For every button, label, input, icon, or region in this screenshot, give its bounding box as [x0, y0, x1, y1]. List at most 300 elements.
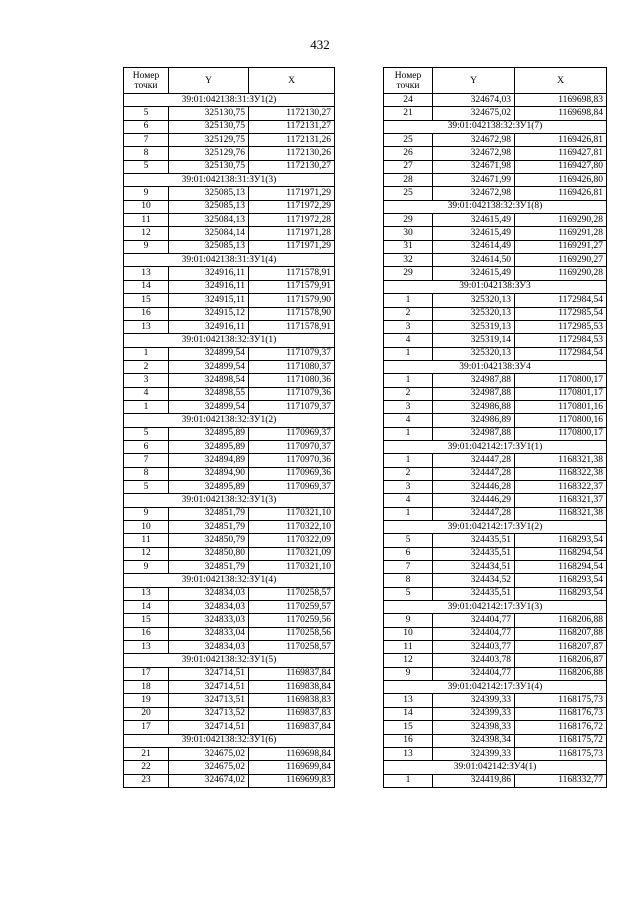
y-coordinate-cell: 324987,88	[433, 427, 515, 440]
x-coordinate-cell: 1168294,54	[515, 547, 607, 560]
x-coordinate-cell: 1168293,54	[515, 587, 607, 600]
parcel-number: 39:01:042138:32:ЗУ1(1)	[124, 334, 335, 347]
x-coordinate-cell: 1169290,28	[515, 267, 607, 280]
table-row	[124, 240, 335, 253]
point-number-cell: 7	[384, 561, 433, 574]
parcel-number: 39:01:042138:32:ЗУ1(8)	[384, 200, 607, 213]
table-row	[124, 467, 335, 480]
table-row	[384, 254, 607, 267]
table-row	[124, 320, 335, 333]
parcel-group-row	[124, 94, 335, 107]
y-coordinate-cell: 324899,54	[169, 347, 249, 360]
y-coordinate-cell: 324834,03	[169, 641, 249, 654]
table-row	[124, 454, 335, 467]
table-row	[384, 374, 607, 387]
y-coordinate-cell: 324850,80	[169, 547, 249, 560]
page-number: 432	[310, 37, 330, 52]
point-number-cell: 14	[124, 601, 169, 614]
table-row	[384, 654, 607, 667]
point-number-cell: 8	[124, 147, 169, 160]
x-coordinate-cell: 1168206,87	[515, 654, 607, 667]
x-coordinate-cell: 1172131,27	[249, 120, 335, 133]
table-row	[124, 601, 335, 614]
point-number-cell: 12	[384, 654, 433, 667]
point-number-cell: 7	[124, 134, 169, 147]
y-coordinate-cell: 324447,28	[433, 467, 515, 480]
x-coordinate-cell: 1170322,10	[249, 521, 335, 534]
table-row	[124, 147, 335, 160]
x-coordinate-cell: 1169426,80	[515, 174, 607, 187]
x-coordinate-cell: 1172985,54	[515, 307, 607, 320]
point-number-cell: 1	[384, 347, 433, 360]
table-row	[124, 214, 335, 227]
y-coordinate-cell: 325319,13	[433, 320, 515, 333]
table-row	[124, 427, 335, 440]
x-coordinate-cell: 1168175,72	[515, 734, 607, 747]
y-coordinate-cell: 325320,13	[433, 294, 515, 307]
y-coordinate-cell: 324714,51	[169, 681, 249, 694]
point-number-cell: 24	[384, 94, 433, 107]
point-number-cell: 8	[384, 574, 433, 587]
x-coordinate-cell: 1168332,77	[515, 774, 607, 787]
table-row	[384, 174, 607, 187]
point-number-cell: 4	[384, 334, 433, 347]
y-coordinate-cell: 324672,98	[433, 187, 515, 200]
point-number-cell: 3	[384, 400, 433, 413]
table-row	[384, 627, 607, 640]
parcel-number: 39:01:042142:17:ЗУ1(4)	[384, 681, 607, 694]
parcel-group-row	[124, 414, 335, 427]
header-point-number: Номер точки	[384, 68, 433, 94]
point-number-cell: 13	[124, 641, 169, 654]
y-coordinate-cell: 324986,89	[433, 414, 515, 427]
y-coordinate-cell: 324986,88	[433, 400, 515, 413]
point-number-cell: 7	[124, 454, 169, 467]
table-row	[124, 721, 335, 734]
parcel-group-row	[384, 521, 607, 534]
x-coordinate-cell: 1169838,83	[249, 694, 335, 707]
x-coordinate-cell: 1170801,16	[515, 400, 607, 413]
y-coordinate-cell: 324899,54	[169, 400, 249, 413]
table-row	[124, 480, 335, 493]
table-row	[124, 707, 335, 720]
x-coordinate-cell: 1171971,28	[249, 227, 335, 240]
y-coordinate-cell: 324714,51	[169, 721, 249, 734]
table-row	[124, 307, 335, 320]
x-coordinate-cell: 1171579,90	[249, 294, 335, 307]
table-row	[124, 627, 335, 640]
y-coordinate-cell: 324850,79	[169, 534, 249, 547]
x-coordinate-cell: 1169698,84	[515, 107, 607, 120]
y-coordinate-cell: 324851,79	[169, 521, 249, 534]
point-number-cell: 5	[124, 107, 169, 120]
parcel-number: 39:01:042142:17:ЗУ1(2)	[384, 521, 607, 534]
table-row	[124, 547, 335, 560]
table-row	[384, 414, 607, 427]
table-row	[384, 614, 607, 627]
table-row	[124, 507, 335, 520]
table-row	[384, 507, 607, 520]
y-coordinate-cell: 324435,51	[433, 587, 515, 600]
table-row	[124, 521, 335, 534]
table-row	[384, 734, 607, 747]
x-coordinate-cell: 1168206,88	[515, 667, 607, 680]
y-coordinate-cell: 324419,86	[433, 774, 515, 787]
table-row	[124, 400, 335, 413]
point-number-cell: 31	[384, 240, 433, 253]
table-row	[124, 534, 335, 547]
y-coordinate-cell: 324894,90	[169, 467, 249, 480]
table-row	[124, 681, 335, 694]
point-number-cell: 16	[124, 627, 169, 640]
table-row	[384, 707, 607, 720]
y-coordinate-cell: 324398,33	[433, 721, 515, 734]
y-coordinate-cell: 324713,52	[169, 707, 249, 720]
point-number-cell: 3	[384, 480, 433, 493]
point-number-cell: 12	[124, 227, 169, 240]
y-coordinate-cell: 324404,77	[433, 627, 515, 640]
x-coordinate-cell: 1172130,27	[249, 107, 335, 120]
point-number-cell: 4	[124, 387, 169, 400]
y-coordinate-cell: 324614,49	[433, 240, 515, 253]
y-coordinate-cell: 325129,76	[169, 147, 249, 160]
point-number-cell: 9	[384, 614, 433, 627]
point-number-cell: 1	[384, 427, 433, 440]
y-coordinate-cell: 324898,55	[169, 387, 249, 400]
parcel-group-row	[124, 494, 335, 507]
y-coordinate-cell: 324435,51	[433, 534, 515, 547]
x-coordinate-cell: 1169291,27	[515, 240, 607, 253]
table-row	[384, 160, 607, 173]
y-coordinate-cell: 324899,54	[169, 360, 249, 373]
x-coordinate-cell: 1170800,17	[515, 427, 607, 440]
y-coordinate-cell: 324404,77	[433, 667, 515, 680]
point-number-cell: 3	[124, 374, 169, 387]
point-number-cell: 20	[124, 707, 169, 720]
y-coordinate-cell: 325130,75	[169, 120, 249, 133]
point-number-cell: 9	[384, 667, 433, 680]
point-number-cell: 9	[124, 507, 169, 520]
x-coordinate-cell: 1168293,54	[515, 534, 607, 547]
point-number-cell: 29	[384, 267, 433, 280]
table-row	[384, 480, 607, 493]
x-coordinate-cell: 1168206,88	[515, 614, 607, 627]
parcel-group-row	[384, 761, 607, 774]
x-coordinate-cell: 1171972,29	[249, 200, 335, 213]
x-coordinate-cell: 1171972,28	[249, 214, 335, 227]
point-number-cell: 1	[384, 454, 433, 467]
table-row	[384, 347, 607, 360]
table-header-row	[384, 68, 607, 94]
point-number-cell: 13	[384, 747, 433, 760]
table-row	[384, 641, 607, 654]
table-header-row	[124, 68, 335, 94]
point-number-cell: 13	[124, 587, 169, 600]
x-coordinate-cell: 1168293,54	[515, 574, 607, 587]
point-number-cell: 29	[384, 214, 433, 227]
table-row	[384, 294, 607, 307]
x-coordinate-cell: 1169426,81	[515, 187, 607, 200]
table-row	[384, 320, 607, 333]
point-number-cell: 14	[384, 707, 433, 720]
x-coordinate-cell: 1172130,27	[249, 160, 335, 173]
y-coordinate-cell: 324987,88	[433, 374, 515, 387]
x-coordinate-cell: 1168294,54	[515, 561, 607, 574]
point-number-cell: 30	[384, 227, 433, 240]
x-coordinate-cell: 1168207,87	[515, 641, 607, 654]
y-coordinate-cell: 324675,02	[169, 747, 249, 760]
y-coordinate-cell: 324916,11	[169, 280, 249, 293]
coordinates-table-left	[123, 67, 335, 788]
parcel-group-row	[384, 120, 607, 133]
table-row	[124, 614, 335, 627]
x-coordinate-cell: 1168176,73	[515, 707, 607, 720]
parcel-group-row	[384, 360, 607, 373]
x-coordinate-cell: 1169427,80	[515, 160, 607, 173]
y-coordinate-cell: 324895,89	[169, 440, 249, 453]
y-coordinate-cell: 324403,78	[433, 654, 515, 667]
point-number-cell: 11	[124, 214, 169, 227]
header-point-number: Номер точки	[124, 68, 169, 94]
table-row	[384, 667, 607, 680]
x-coordinate-cell: 1171080,36	[249, 374, 335, 387]
y-coordinate-cell: 324833,04	[169, 627, 249, 640]
y-coordinate-cell: 324672,98	[433, 134, 515, 147]
point-number-cell: 26	[384, 147, 433, 160]
header-y: Y	[169, 68, 249, 94]
y-coordinate-cell: 324446,28	[433, 480, 515, 493]
table-row	[384, 774, 607, 787]
y-coordinate-cell: 325084,13	[169, 214, 249, 227]
point-number-cell: 15	[124, 294, 169, 307]
parcel-number: 39:01:042138:32:ЗУ1(2)	[124, 414, 335, 427]
table-row	[384, 147, 607, 160]
point-number-cell: 27	[384, 160, 433, 173]
parcel-group-row	[124, 334, 335, 347]
x-coordinate-cell: 1170969,36	[249, 467, 335, 480]
x-coordinate-cell: 1171079,37	[249, 400, 335, 413]
x-coordinate-cell: 1168207,88	[515, 627, 607, 640]
table-row	[384, 467, 607, 480]
table-row	[384, 694, 607, 707]
point-number-cell: 16	[124, 307, 169, 320]
x-coordinate-cell: 1172130,26	[249, 147, 335, 160]
x-coordinate-cell: 1168322,38	[515, 467, 607, 480]
table-body-right	[384, 94, 607, 788]
parcel-group-row	[384, 200, 607, 213]
x-coordinate-cell: 1169698,84	[249, 747, 335, 760]
parcel-group-row	[124, 654, 335, 667]
point-number-cell: 3	[384, 320, 433, 333]
y-coordinate-cell: 324671,99	[433, 174, 515, 187]
y-coordinate-cell: 324672,98	[433, 147, 515, 160]
y-coordinate-cell: 324894,89	[169, 454, 249, 467]
x-coordinate-cell: 1170258,57	[249, 587, 335, 600]
parcel-group-row	[124, 734, 335, 747]
y-coordinate-cell: 324615,49	[433, 227, 515, 240]
y-coordinate-cell: 324398,34	[433, 734, 515, 747]
x-coordinate-cell: 1168321,37	[515, 494, 607, 507]
y-coordinate-cell: 324916,11	[169, 320, 249, 333]
point-number-cell: 10	[384, 627, 433, 640]
x-coordinate-cell: 1168175,73	[515, 747, 607, 760]
table-row	[124, 160, 335, 173]
x-coordinate-cell: 1170800,17	[515, 374, 607, 387]
parcel-number: 39:01:042138:31:ЗУ1(2)	[124, 94, 335, 107]
y-coordinate-cell: 324851,79	[169, 507, 249, 520]
x-coordinate-cell: 1171578,91	[249, 320, 335, 333]
y-coordinate-cell: 324614,50	[433, 254, 515, 267]
point-number-cell: 17	[124, 667, 169, 680]
point-number-cell: 25	[384, 134, 433, 147]
x-coordinate-cell: 1170322,09	[249, 534, 335, 547]
point-number-cell: 17	[124, 721, 169, 734]
x-coordinate-cell: 1170321,10	[249, 561, 335, 574]
x-coordinate-cell: 1170970,36	[249, 454, 335, 467]
point-number-cell: 2	[124, 360, 169, 373]
table-row	[384, 747, 607, 760]
y-coordinate-cell: 324434,51	[433, 561, 515, 574]
point-number-cell: 1	[124, 347, 169, 360]
y-coordinate-cell: 324674,02	[169, 774, 249, 787]
table-row	[124, 694, 335, 707]
parcel-group-row	[384, 601, 607, 614]
table-row	[124, 587, 335, 600]
x-coordinate-cell: 1169837,83	[249, 707, 335, 720]
y-coordinate-cell: 324615,49	[433, 267, 515, 280]
x-coordinate-cell: 1171079,36	[249, 387, 335, 400]
x-coordinate-cell: 1169699,83	[249, 774, 335, 787]
y-coordinate-cell: 324399,33	[433, 747, 515, 760]
table-row	[384, 187, 607, 200]
x-coordinate-cell: 1169838,84	[249, 681, 335, 694]
table-row	[384, 334, 607, 347]
point-number-cell: 23	[124, 774, 169, 787]
x-coordinate-cell: 1168321,38	[515, 507, 607, 520]
x-coordinate-cell: 1170258,57	[249, 641, 335, 654]
parcel-number: 39:01:042138:31:ЗУ1(4)	[124, 254, 335, 267]
parcel-number: 39:01:042142:17:ЗУ1(1)	[384, 440, 607, 453]
x-coordinate-cell: 1172984,54	[515, 294, 607, 307]
x-coordinate-cell: 1170969,37	[249, 427, 335, 440]
point-number-cell: 21	[384, 107, 433, 120]
y-coordinate-cell: 324399,33	[433, 694, 515, 707]
point-number-cell: 22	[124, 761, 169, 774]
parcel-group-row	[124, 254, 335, 267]
x-coordinate-cell: 1172131,26	[249, 134, 335, 147]
y-coordinate-cell: 324834,03	[169, 601, 249, 614]
y-coordinate-cell: 324403,77	[433, 641, 515, 654]
point-number-cell: 15	[384, 721, 433, 734]
y-coordinate-cell: 324615,49	[433, 214, 515, 227]
y-coordinate-cell: 325319,14	[433, 334, 515, 347]
y-coordinate-cell: 324675,02	[169, 761, 249, 774]
y-coordinate-cell: 324435,51	[433, 547, 515, 560]
x-coordinate-cell: 1170801,17	[515, 387, 607, 400]
parcel-number: 39:01:042138:ЗУ3	[384, 280, 607, 293]
table-row	[124, 374, 335, 387]
table-row	[124, 360, 335, 373]
x-coordinate-cell: 1168176,72	[515, 721, 607, 734]
y-coordinate-cell: 324898,54	[169, 374, 249, 387]
table-row	[384, 267, 607, 280]
point-number-cell: 6	[384, 547, 433, 560]
table-row	[124, 761, 335, 774]
table-row	[124, 200, 335, 213]
x-coordinate-cell: 1171578,90	[249, 307, 335, 320]
x-coordinate-cell: 1170970,37	[249, 440, 335, 453]
x-coordinate-cell: 1171971,29	[249, 240, 335, 253]
x-coordinate-cell: 1171080,37	[249, 360, 335, 373]
point-number-cell: 12	[124, 547, 169, 560]
parcel-group-row	[124, 174, 335, 187]
parcel-number: 39:01:042142:17:ЗУ1(3)	[384, 601, 607, 614]
point-number-cell: 15	[124, 614, 169, 627]
point-number-cell: 2	[384, 307, 433, 320]
point-number-cell: 19	[124, 694, 169, 707]
parcel-number: 39:01:042138:32:ЗУ1(5)	[124, 654, 335, 667]
y-coordinate-cell: 324675,02	[433, 107, 515, 120]
point-number-cell: 28	[384, 174, 433, 187]
coordinates-table-right	[383, 67, 607, 788]
point-number-cell: 14	[124, 280, 169, 293]
x-coordinate-cell: 1171079,37	[249, 347, 335, 360]
y-coordinate-cell: 324714,51	[169, 667, 249, 680]
table-row	[124, 347, 335, 360]
table-row	[384, 574, 607, 587]
point-number-cell: 4	[384, 414, 433, 427]
x-coordinate-cell: 1169290,28	[515, 214, 607, 227]
x-coordinate-cell: 1170321,10	[249, 507, 335, 520]
y-coordinate-cell: 324447,28	[433, 454, 515, 467]
point-number-cell: 4	[384, 494, 433, 507]
table-row	[384, 94, 607, 107]
y-coordinate-cell: 325129,75	[169, 134, 249, 147]
y-coordinate-cell: 325320,13	[433, 347, 515, 360]
x-coordinate-cell: 1171578,91	[249, 267, 335, 280]
y-coordinate-cell: 324895,89	[169, 480, 249, 493]
point-number-cell: 10	[124, 521, 169, 534]
point-number-cell: 5	[384, 587, 433, 600]
y-coordinate-cell: 324915,11	[169, 294, 249, 307]
x-coordinate-cell: 1170800,16	[515, 414, 607, 427]
parcel-number: 39:01:042138:32:ЗУ1(7)	[384, 120, 607, 133]
y-coordinate-cell: 325085,13	[169, 240, 249, 253]
point-number-cell: 6	[124, 120, 169, 133]
parcel-group-row	[384, 440, 607, 453]
table-row	[384, 561, 607, 574]
x-coordinate-cell: 1170258,56	[249, 627, 335, 640]
y-coordinate-cell: 324447,28	[433, 507, 515, 520]
x-coordinate-cell: 1169837,84	[249, 667, 335, 680]
point-number-cell: 6	[124, 440, 169, 453]
y-coordinate-cell: 324895,89	[169, 427, 249, 440]
x-coordinate-cell: 1171579,91	[249, 280, 335, 293]
y-coordinate-cell: 325085,13	[169, 187, 249, 200]
point-number-cell: 13	[124, 267, 169, 280]
point-number-cell: 1	[384, 294, 433, 307]
table-row	[124, 387, 335, 400]
point-number-cell: 25	[384, 187, 433, 200]
point-number-cell: 10	[124, 200, 169, 213]
point-number-cell: 5	[384, 534, 433, 547]
x-coordinate-cell: 1172984,54	[515, 347, 607, 360]
y-coordinate-cell: 324833,03	[169, 614, 249, 627]
point-number-cell: 8	[124, 467, 169, 480]
x-coordinate-cell: 1168175,73	[515, 694, 607, 707]
table-row	[384, 227, 607, 240]
table-row	[124, 107, 335, 120]
